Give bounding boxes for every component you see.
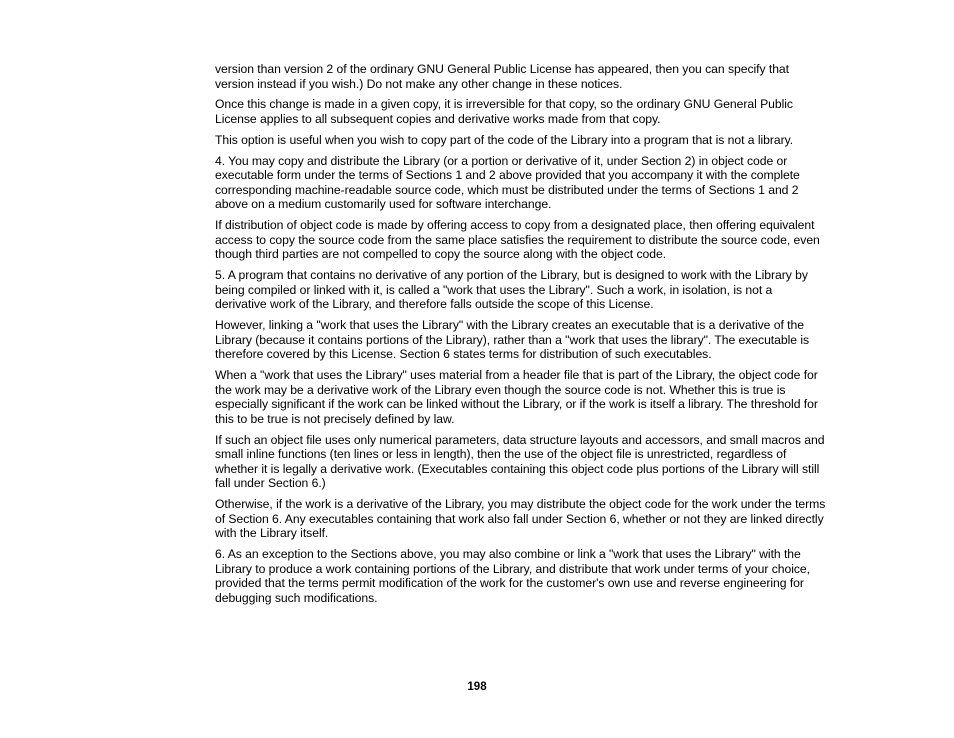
paragraph-11: 6. As an exception to the Sections above, you may also combine or link a "work that uses the Library" with the Library to produce a work containing portions of the Library, and distribute that work under terms of your choice, provided that the terms permit modification of the work for the customer's own use and reverse engineering for debugging such modifications. xyxy=(215,547,810,605)
paragraph-3: This option is useful when you wish to copy part of the code of the Library into a program that is not a library. xyxy=(215,132,794,147)
paragraph-7: However, linking a "work that uses the Library" with the Library creates an executable that is a derivative of the Library (because it contains portions of the Library), rather than a "work that uses the library". The executable is therefore covered by this License. Section 6 states terms for distribution of such executables. xyxy=(215,318,810,362)
paragraph-10: Otherwise, if the work is a derivative of the Library, you may distribute the object code for the work under the terms of Section 6. Any executables containing that work also fall under Section 6, whether or not they are linked directly with the Library itself. xyxy=(215,497,826,541)
paragraph-4: 4. You may copy and distribute the Library (or a portion or derivative of it, under Section 2) in object code or executable form under the terms of Sections 1 and 2 above provided that you accompany it with the complete corresponding machine-readable source code, which must be distributed under the terms of Sections 1 and 2 above on a medium customarily used for software interchange. xyxy=(215,153,800,212)
page-number: 198 xyxy=(467,681,487,693)
paragraph-2: Once this change is made in a given copy, it is irreversible for that copy, so the ordinary GNU General Public License applies to all subsequent copies and derivative works made from that copy. xyxy=(215,97,793,126)
paragraph-8: When a "work that uses the Library" uses material from a header file that is part of the Library, the object code for the work may be a derivative work of the Library even though the source code is not. Whether this is true is especially significant if the work can be linked without the Library, or if the work is itself a library. The threshold for this to be true is not precisely defined by law. xyxy=(215,368,818,426)
document-body xyxy=(215,62,827,612)
paragraph-9: If such an object file uses only numerical parameters, data structure layouts and accessors, and small macros and small inline functions (ten lines or less in length), then the use of the object file is unrestricted, regardless of whether it is legally a derivative work. (Executables containing this object code plus portions of the Library will still fall under Section 6.) xyxy=(215,432,825,491)
paragraph-6: 5. A program that contains no derivative of any portion of the Library, but is designed to work with the Library by being compiled or linked with it, is called a "work that uses the Library". Such a work, in isolation, is not a derivative work of the Library, and therefore falls outside the scope of this License. xyxy=(215,268,808,312)
paragraph-1: version than version 2 of the ordinary GNU General Public License has appeared, then you can specify that version instead if you wish.) Do not make any other change in these notices. xyxy=(215,62,789,91)
paragraph-5: If distribution of object code is made by offering access to copy from a designated place, then offering equivalent access to copy the source code from the same place satisfies the requirement to distribute the source code, even though third parties are not compelled to copy the source along with the object code. xyxy=(215,218,820,262)
